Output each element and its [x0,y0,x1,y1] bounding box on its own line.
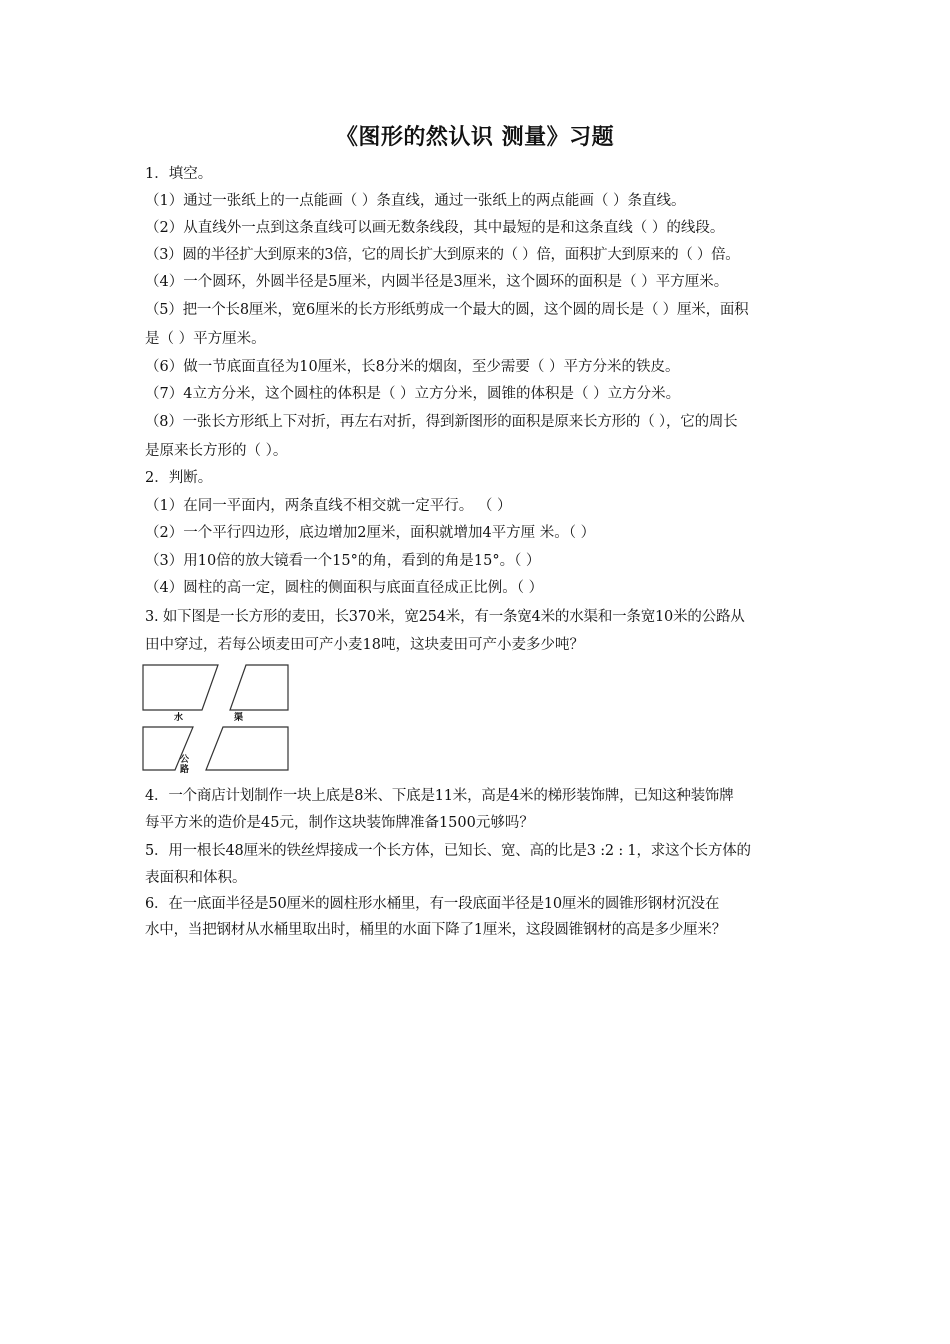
question-1-6: （6）做一节底面直径为10厘米，长8分米的烟囱，至少需要（ ）平方分米的铁皮。 [145,359,680,375]
question-4-cont: 每平方米的造价是45元，制作这块装饰牌准备1500元够吗？ [145,815,534,831]
page-title: 《图形的然认识 测量》习题 [335,124,615,150]
section-2-heading: 2．判断。 [145,470,213,486]
canal-label-2: 渠 [234,713,244,723]
question-1-8: （8）一张长方形纸上下对折，再左右对折，得到新图形的面积是原来长方形的（ ），它的周长 [145,414,738,430]
field-top-left [143,665,218,710]
question-1-5: （5）把一个长8厘米，宽6厘米的长方形纸剪成一个最大的圆，这个圆的周长是（ ）厘米，面积 [145,302,749,318]
question-1-4: （4）一个圆环，外圆半径是5厘米，内圆半径是3厘米，这个圆环的面积是（ ）平方厘米。 [145,274,729,290]
question-2-1: （1）在同一平面内，两条直线不相交就一定平行。 （ ） [145,498,512,514]
question-2-3: （3）用10倍的放大镜看一个15°的角，看到的角是15°。（ ） [145,553,541,569]
question-1-3: （3）圆的半径扩大到原来的3倍，它的周长扩大到原来的（ ）倍，面积扩大到原来的（ ）倍。 [145,247,740,263]
road-label-2: 路 [180,765,190,775]
road-label-1: 公 [180,755,190,765]
canal-label-1: 水 [174,713,184,723]
question-1-1: （1）通过一张纸上的一点能画（ ）条直线，通过一张纸上的两点能画（ ）条直线。 [145,193,686,209]
question-2-4: （4）圆柱的高一定，圆柱的侧面积与底面直径成正比例。（ ） [145,580,544,596]
field-top-right [230,665,288,710]
section-1-heading: 1．填空。 [145,166,213,182]
question-6: 6．在一底面半径是50厘米的圆柱形水桶里，有一段底面半径是10厘米的圆锥形钢材沉没在 [145,896,720,912]
question-3: 3. 如下图是一长方形的麦田，长370米，宽254米，有一条宽4米的水渠和一条宽10米的公路从 [145,609,745,625]
question-1-5-cont: 是（ ）平方厘米。 [145,331,266,347]
field-diagram-drawing [140,662,292,776]
question-6-cont: 水中，当把钢材从水桶里取出时，桶里的水面下降了1厘米，这段圆锥钢材的高是多少厘米？ [145,922,727,938]
question-1-8-cont: 是原来长方形的（ ）。 [145,443,288,459]
question-5: 5．用一根长48厘米的铁丝焊接成一个长方体，已知长、宽、高的比是3 :2 : 1，求这个长方体的 [145,843,751,859]
question-2-2: （2）一个平行四边形，底边增加2厘米，面积就增加4平方厘 米。（ ） [145,525,596,541]
question-5-cont: 表面积和体积。 [145,870,247,886]
question-4: 4．一个商店计划制作一块上底是8米、下底是11米，高是4米的梯形装饰牌，已知这种装饰牌 [145,788,734,804]
question-3-cont: 田中穿过，若每公顷麦田可产小麦18吨，这块麦田可产小麦多少吨？ [145,637,584,653]
field-bottom-right [206,727,288,770]
field-diagram [140,662,292,776]
question-1-7: （7）4立方分米，这个圆柱的体积是（ ）立方分米，圆锥的体积是（ ）立方分米。 [145,386,681,402]
question-1-2: （2）从直线外一点到这条直线可以画无数条线段，其中最短的是和这条直线（ ）的线段。 [145,220,725,236]
